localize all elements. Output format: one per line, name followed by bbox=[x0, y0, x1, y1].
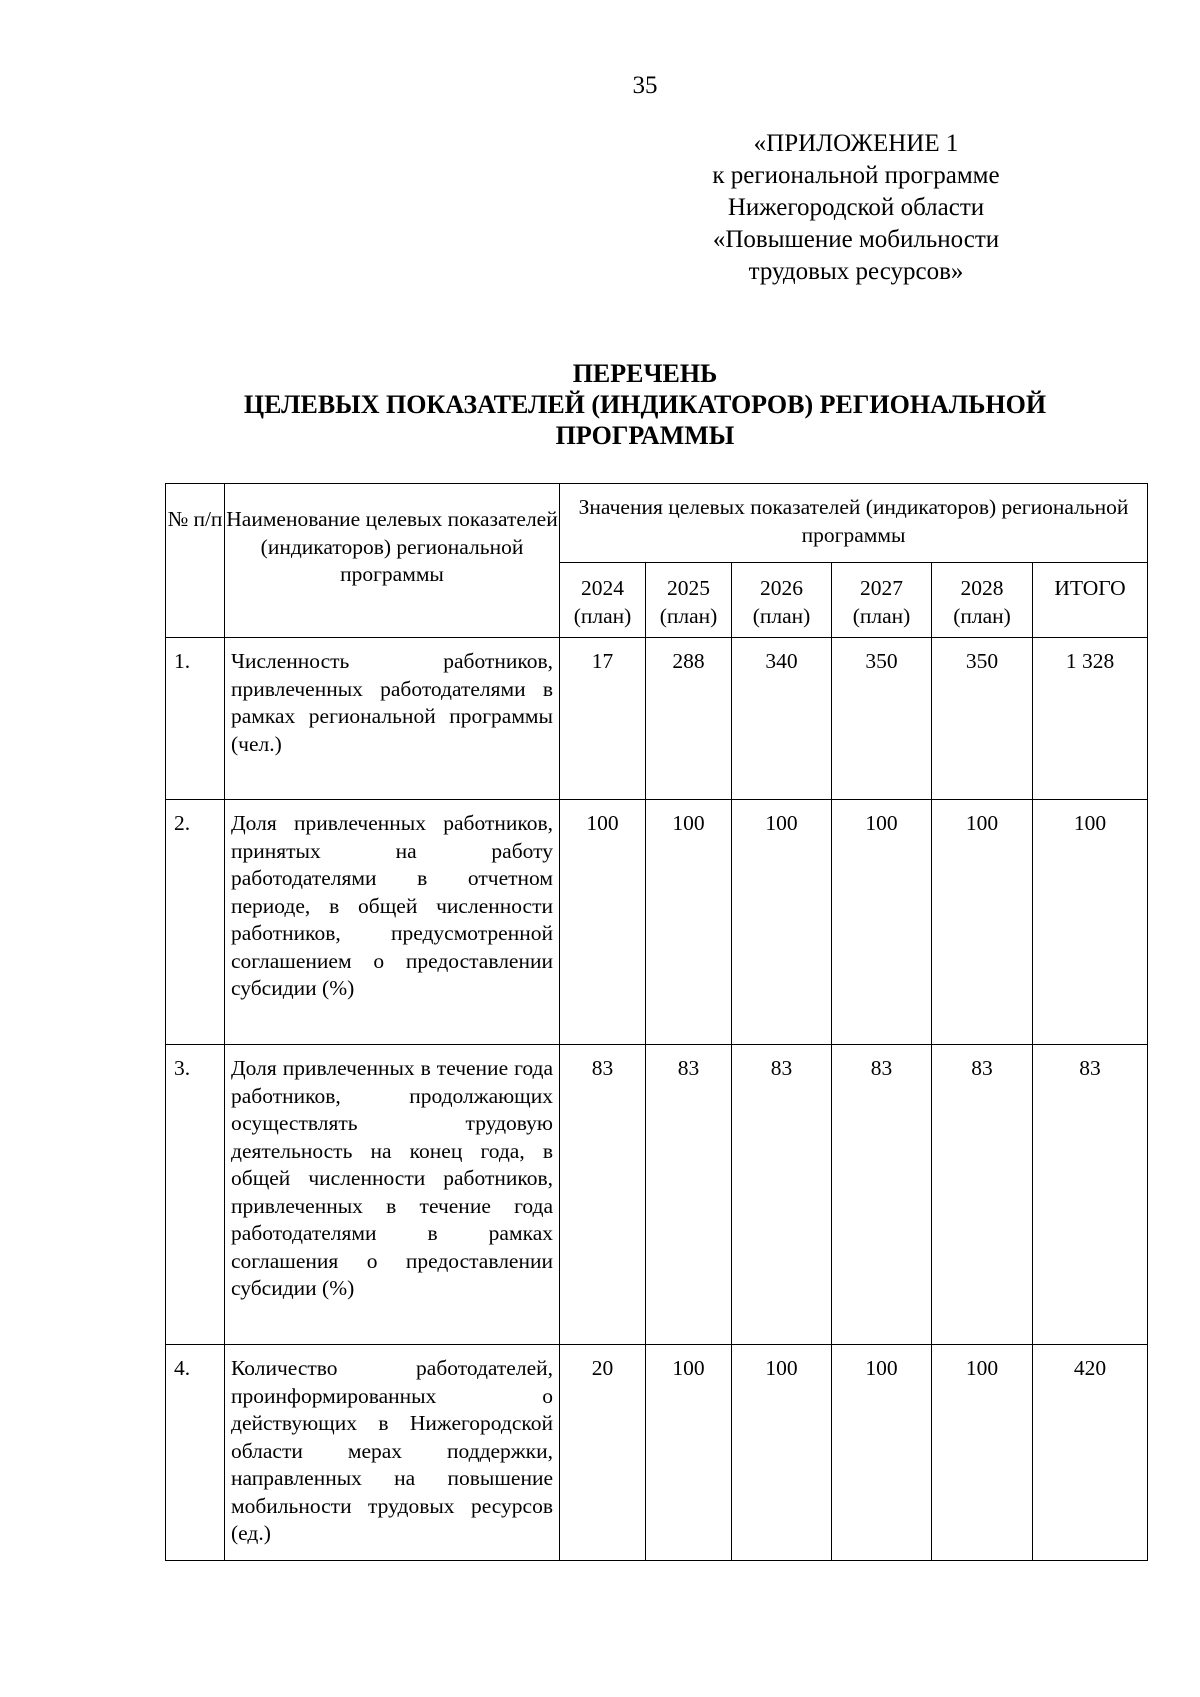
value-2026: 100 bbox=[732, 800, 832, 1045]
value-2027: 83 bbox=[832, 1045, 932, 1345]
year-note: (план) bbox=[752, 603, 811, 628]
title-line: ПЕРЕЧЕНЬ bbox=[572, 359, 718, 388]
title-line: ПРОГРАММЫ bbox=[555, 421, 735, 450]
table-row bbox=[166, 1345, 1148, 1561]
table-row bbox=[166, 800, 1148, 1045]
value-2025: 288 bbox=[646, 638, 732, 800]
title-line: ЦЕЛЕВЫХ ПОКАЗАТЕЛЕЙ (ИНДИКАТОРОВ) РЕГИОНАЛЬНОЙ bbox=[243, 390, 1047, 419]
value-total: 100 bbox=[1033, 800, 1148, 1045]
value-2028: 83 bbox=[932, 1045, 1033, 1345]
appendix-line: к региональной программе bbox=[712, 162, 1000, 189]
value-2025: 100 bbox=[646, 1345, 732, 1561]
value-2026: 100 bbox=[732, 1345, 832, 1561]
year-note: (план) bbox=[659, 603, 718, 628]
col-values-header: Значения целевых показателей (индикаторов) региональной программы bbox=[560, 484, 1148, 563]
year-label: 2025 bbox=[667, 576, 710, 600]
year-label: 2026 bbox=[760, 576, 803, 600]
value-2025: 100 bbox=[646, 800, 732, 1045]
col-name-header: Наименование целевых показателей (индикаторов) региональной программы bbox=[225, 484, 560, 638]
value-2027: 100 bbox=[832, 800, 932, 1045]
total-header bbox=[1033, 563, 1148, 638]
value-2028: 350 bbox=[932, 638, 1033, 800]
year-header-2026 bbox=[732, 563, 832, 638]
appendix-line: «Повышение мобильности bbox=[712, 226, 1000, 253]
row-number: 2. bbox=[166, 800, 225, 1045]
table-header-row bbox=[166, 484, 1148, 563]
value-2024: 100 bbox=[560, 800, 646, 1045]
appendix-line: «ПРИЛОЖЕНИЕ 1 bbox=[753, 130, 959, 157]
value-2028: 100 bbox=[932, 1345, 1033, 1561]
indicator-name: Количество работодателей, проинформированных о действующих в Нижегородской области мерах поддержки, направленных на повышение мобильности трудовых ресурсов (ед.) bbox=[225, 1345, 560, 1561]
row-number: 1. bbox=[166, 638, 225, 800]
year-label: 2027 bbox=[860, 576, 903, 600]
value-total: 1 328 bbox=[1033, 638, 1148, 800]
year-label: 2024 bbox=[581, 576, 624, 600]
year-note: (план) bbox=[852, 603, 911, 628]
total-label: ИТОГО bbox=[1054, 576, 1126, 600]
year-header-2028 bbox=[932, 563, 1033, 638]
indicators-table bbox=[165, 483, 1148, 1561]
value-2024: 20 bbox=[560, 1345, 646, 1561]
col-num-header: № п/п bbox=[166, 484, 225, 638]
table-row bbox=[166, 1045, 1148, 1345]
value-2027: 350 bbox=[832, 638, 932, 800]
value-2025: 83 bbox=[646, 1045, 732, 1345]
year-header-2024 bbox=[560, 563, 646, 638]
row-number: 3. bbox=[166, 1045, 225, 1345]
year-header-2027 bbox=[832, 563, 932, 638]
appendix-line: Нижегородской области bbox=[727, 194, 985, 221]
table-row bbox=[166, 638, 1148, 800]
indicator-name: Численность работников, привлеченных работодателями в рамках региональной программы (чел.) bbox=[225, 638, 560, 800]
value-total: 83 bbox=[1033, 1045, 1148, 1345]
appendix-header bbox=[686, 128, 1026, 288]
value-2026: 340 bbox=[732, 638, 832, 800]
appendix-line: трудовых ресурсов» bbox=[748, 258, 964, 285]
page-number: 35 bbox=[632, 72, 658, 99]
year-note: (план) bbox=[953, 603, 1011, 628]
year-label: 2028 bbox=[960, 576, 1004, 600]
value-2026: 83 bbox=[732, 1045, 832, 1345]
document-title bbox=[150, 358, 1140, 451]
row-number: 4. bbox=[166, 1345, 225, 1561]
year-note: (план) bbox=[573, 603, 632, 628]
value-2024: 17 bbox=[560, 638, 646, 800]
value-total: 420 bbox=[1033, 1345, 1148, 1561]
value-2024: 83 bbox=[560, 1045, 646, 1345]
indicator-name: Доля привлеченных в течение года работников, продолжающих осуществлять трудовую деятельность на конец года, в общей численности работников, привлеченных в течение года работодателями в рамках соглашения о предоставлении субсидии (%) bbox=[225, 1045, 560, 1345]
value-2028: 100 bbox=[932, 800, 1033, 1045]
indicator-name: Доля привлеченных работников, принятых на работу работодателями в отчетном периоде, в общей численности работников, предусмотренной соглашением о предоставлении субсидии (%) bbox=[225, 800, 560, 1045]
year-header-2025 bbox=[646, 563, 732, 638]
value-2027: 100 bbox=[832, 1345, 932, 1561]
